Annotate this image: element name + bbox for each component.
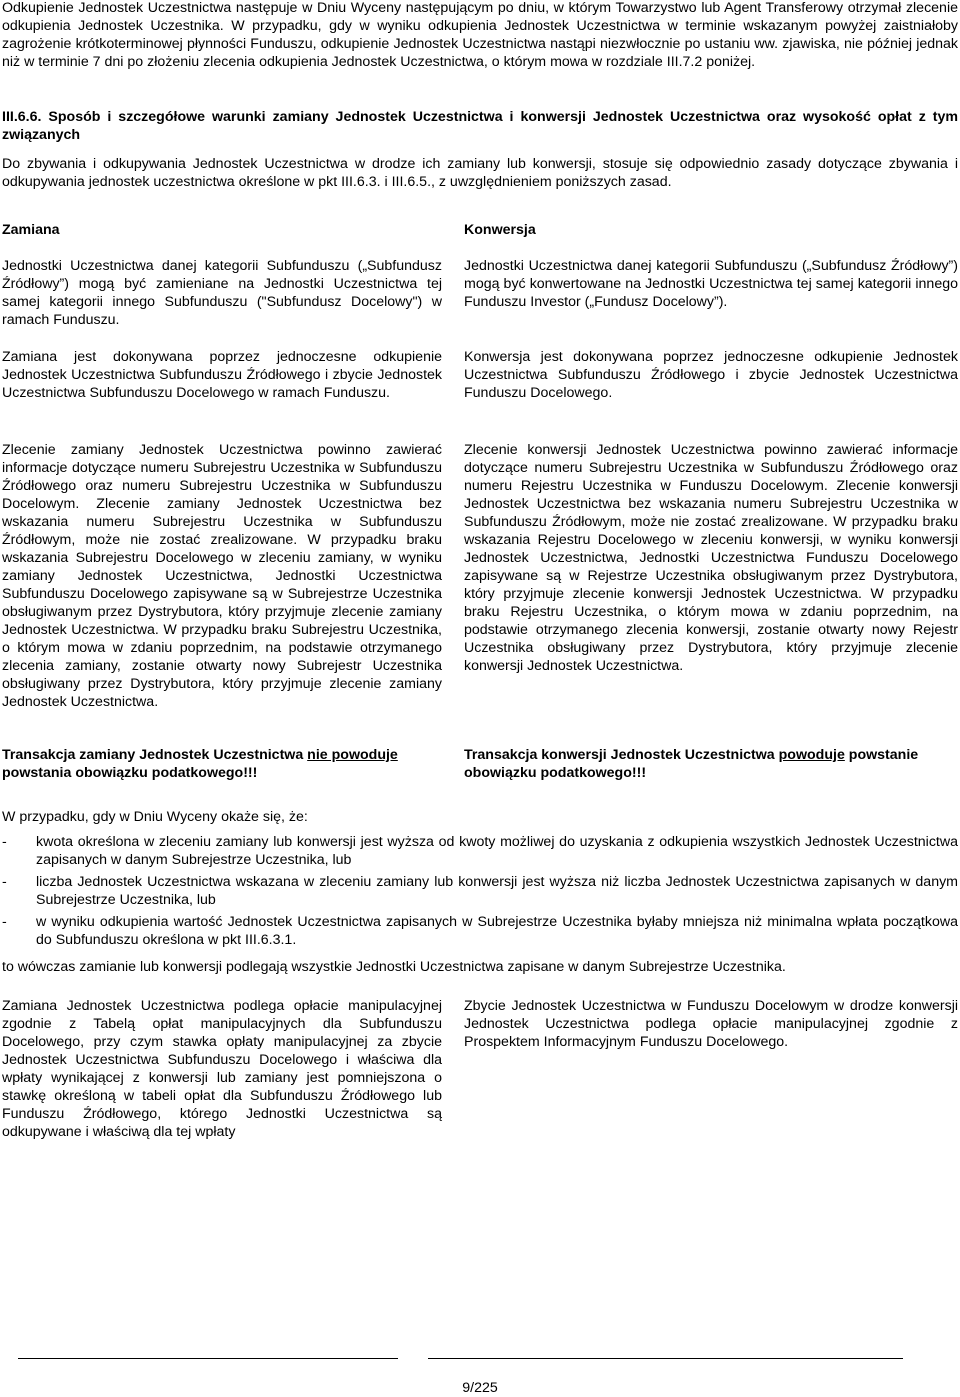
konwersja-tax-text-b: powstanie obowiązku podatkowego!!! — [464, 747, 919, 781]
section-heading: III.6.6. Sposób i szczegółowe warunki zamiany Jednostek Uczestnictwa i konwersji Jednostek Uczestnictwa oraz wysokość opłat z tym związanych — [2, 109, 958, 143]
footer-divider-left — [18, 1358, 398, 1359]
valuation-lead: W przypadku, gdy w Dniu Wyceny okaże się, że: — [2, 809, 308, 825]
konwersja-order-details: Zlecenie konwersji Jednostek Uczestnictwa powinno zawierać informacje dotyczące numeru Subrejestru Uczestnika w Subfunduszu Źródłowego oraz numeru Rejestru Uczestnika w Funduszu Docelowym. Zlecenie konwersji Jednostek Uczestnictwa bez wskazania numeru Subrejestru Uczestnika w Subfunduszu Źródłowym, może nie zostać zrealizowane. W przypadku braku wskazania Rejestru Docelowego w zleceniu konwersji, w wyniku konwersji Jednostek Uczestnictwa, Jednostki Uczestnictwa Funduszu Docelowego zapisywane są w Rejestrze Uczestnika obsługiwanym przez Dystrybutora, który przyjmuje zlecenie konwersji Jednostek Uczestnictwa. W przypadku braku Rejestru Uczestnika, o którym mowa w zdaniu poprzednim, na podstawie otrzymanego zlecenia konwersji, zostanie otwarty nowy Rejestr Uczestnika obsługiwany przez Dystrybutora, który przyjmuje zlecenie konwersji Jednostek Uczestnictwa. — [464, 442, 958, 674]
zamiana-tax-text-a: Transakcja zamiany Jednostek Uczestnictwa — [2, 747, 308, 763]
konwersja-mechanism: Konwersja jest dokonywana poprzez jednoczesne odkupienie Jednostek Uczestnictwa Subfunduszu Źródłowego i zbycie Jednostek Uczestnictwa Funduszu Docelowego. — [464, 349, 958, 401]
konwersja-definition: Jednostki Uczestnictwa danej kategorii Subfunduszu („Subfundusz Źródłowy”) mogą być konwertowane na Jednostki Uczestnictwa tej samej kategorii innego Funduszu Investor („Fundusz Docelowy”). — [464, 258, 958, 310]
zamiana-order-details: Zlecenie zamiany Jednostek Uczestnictwa powinno zawierać informacje dotyczące numeru Subrejestru Uczestnika w Subfunduszu Źródłowego oraz numeru Subrejestru Uczestnika w Subfunduszu Docelowym. Zlecenie zamiany Jednostek Uczestnictwa bez wskazania numeru Subrejestru Uczestnika w Subfunduszu Źródłowym, może nie zostać zrealizowane. W przypadku braku wskazania Subrejestru Docelowego w zleceniu zamiany, w wyniku zamiany Jednostek Uczestnictwa, Jednostki Uczestnictwa Subfunduszu Docelowego zapisywane są w Subrejestrze Uczestnika obsługiwanym przez Dystrybutora, który przyjmuje zlecenie zamiany Jednostek Uczestnictwa. W przypadku braku Subrejestru Uczestnika, o którym mowa w zdaniu poprzednim, na podstawie otrzymanego zlecenia zamiany, zostanie otwarty nowy Subrejestr Uczestnika obsługiwany przez Dystrybutora, który przyjmuje zlecenie zamiany Jednostek Uczestnictwa. — [2, 442, 442, 710]
section-intro: Do zbywania i odkupywania Jednostek Uczestnictwa w drodze ich zamiany lub konwersji, stosuje się odpowiednio zasady dotyczące zbywania i odkupywania jednostek uczestnictwa określone w pkt III.6.3. i III.6.5., z uwzględnieniem poniższych zasad. — [2, 156, 958, 190]
zamiana-mechanism: Zamiana jest dokonywana poprzez jednoczesne odkupienie Jednostek Uczestnictwa Subfunduszu Źródłowego i zbycie Jednostek Uczestnictwa Subfunduszu Docelowego w ramach Funduszu. — [2, 349, 442, 401]
intro-paragraph: Odkupienie Jednostek Uczestnictwa następuje w Dniu Wyceny następującym po dniu, w którym Towarzystwo lub Agent Transferowy otrzymał zlecenie odkupienia Jednostek Uczestnika. W przypadku, gdy w wyniku odkupienia Jednostek Uczestnictwa w terminie wskazanym powyżej zaistniałoby zagrożenie krótkoterminowej płynności Funduszu, odkupienie Jednostek Uczestnictwa nastąpi niezwłocznie po ustaniu ww. zjawiska, nie później jednak niż w terminie 7 dni po złożeniu zlecenia odkupienia Jednostek Uczestnictwa, o którym mowa w rozdziale III.7.2 poniżej. — [2, 0, 958, 70]
konwersja-title: Konwersja — [464, 222, 536, 238]
zamiana-tax-note — [2, 746, 442, 782]
zamiana-fee-paragraph: Zamiana Jednostek Uczestnictwa podlega opłacie manipulacyjnej zgodnie z Tabelą opłat manipulacyjnych dla Subfunduszu Docelowego, przy czym stawka opłaty manipulacyjnej za zbycie Jednostek Uczestnictwa Subfunduszu Docelowego i właściwa dla wpłaty wynikającej z konwersji lub zamiany jest pomniejszona o stawkę określoną w tabeli opłat dla Subfunduszu Źródłowego lub Funduszu Źródłowego, którego Jednostki Uczestnictwa są odkupywane i właściwą dla tej wpłaty — [2, 998, 442, 1140]
list-item: - liczba Jednostek Uczestnictwa wskazana w zleceniu zamiany lub konwersji jest wyższa niż liczba Jednostek Uczestnictwa zapisanych w danym Subrejestrze Uczestnika, lub — [2, 873, 958, 909]
valuation-conditions-list — [2, 833, 958, 953]
page-number: 9/225 — [462, 1380, 498, 1396]
konwersja-fee-paragraph: Zbycie Jednostek Uczestnictwa w Funduszu Docelowym w drodze konwersji Jednostek Uczestnictwa podlega opłacie manipulacyjnej zgodnie z Prospektem Informacyjnym Funduszu Docelowego. — [464, 998, 958, 1050]
list-item: - w wyniku odkupienia wartość Jednostek Uczestnictwa zapisanych w Subrejestrze Uczestnika byłaby mniejsza niż minimalna wpłata początkowa do Subfunduszu określona w pkt III.6.3.1. — [2, 913, 958, 949]
valuation-conclusion: to wówczas zamianie lub konwersji podlegają wszystkie Jednostki Uczestnictwa zapisane w danym Subrejestrze Uczestnika. — [2, 959, 786, 975]
list-item: - kwota określona w zleceniu zamiany lub konwersji jest wyższa od kwoty możliwej do uzyskania z odkupienia wszystkich Jednostek Uczestnictwa zapisanych w danym Subrejestrze Uczestnika, lub — [2, 833, 958, 869]
zamiana-title: Zamiana — [2, 222, 60, 238]
zamiana-definition: Jednostki Uczestnictwa danej kategorii Subfunduszu („Subfundusz Źródłowy”) mogą być zamieniane na Jednostki Uczestnictwa tej samej kategorii innego Subfunduszu ("Subfundusz Docelowy") w ramach Funduszu. — [2, 258, 442, 328]
konwersja-tax-note — [464, 746, 958, 782]
zamiana-tax-text-b: powstania obowiązku podatkowego!!! — [2, 765, 258, 781]
footer-divider-right — [428, 1358, 903, 1359]
konwersja-tax-emphasis: powoduje — [778, 747, 845, 763]
zamiana-tax-emphasis: nie powoduje — [307, 747, 398, 763]
konwersja-tax-text-a: Transakcja konwersji Jednostek Uczestnictwa — [464, 747, 779, 763]
